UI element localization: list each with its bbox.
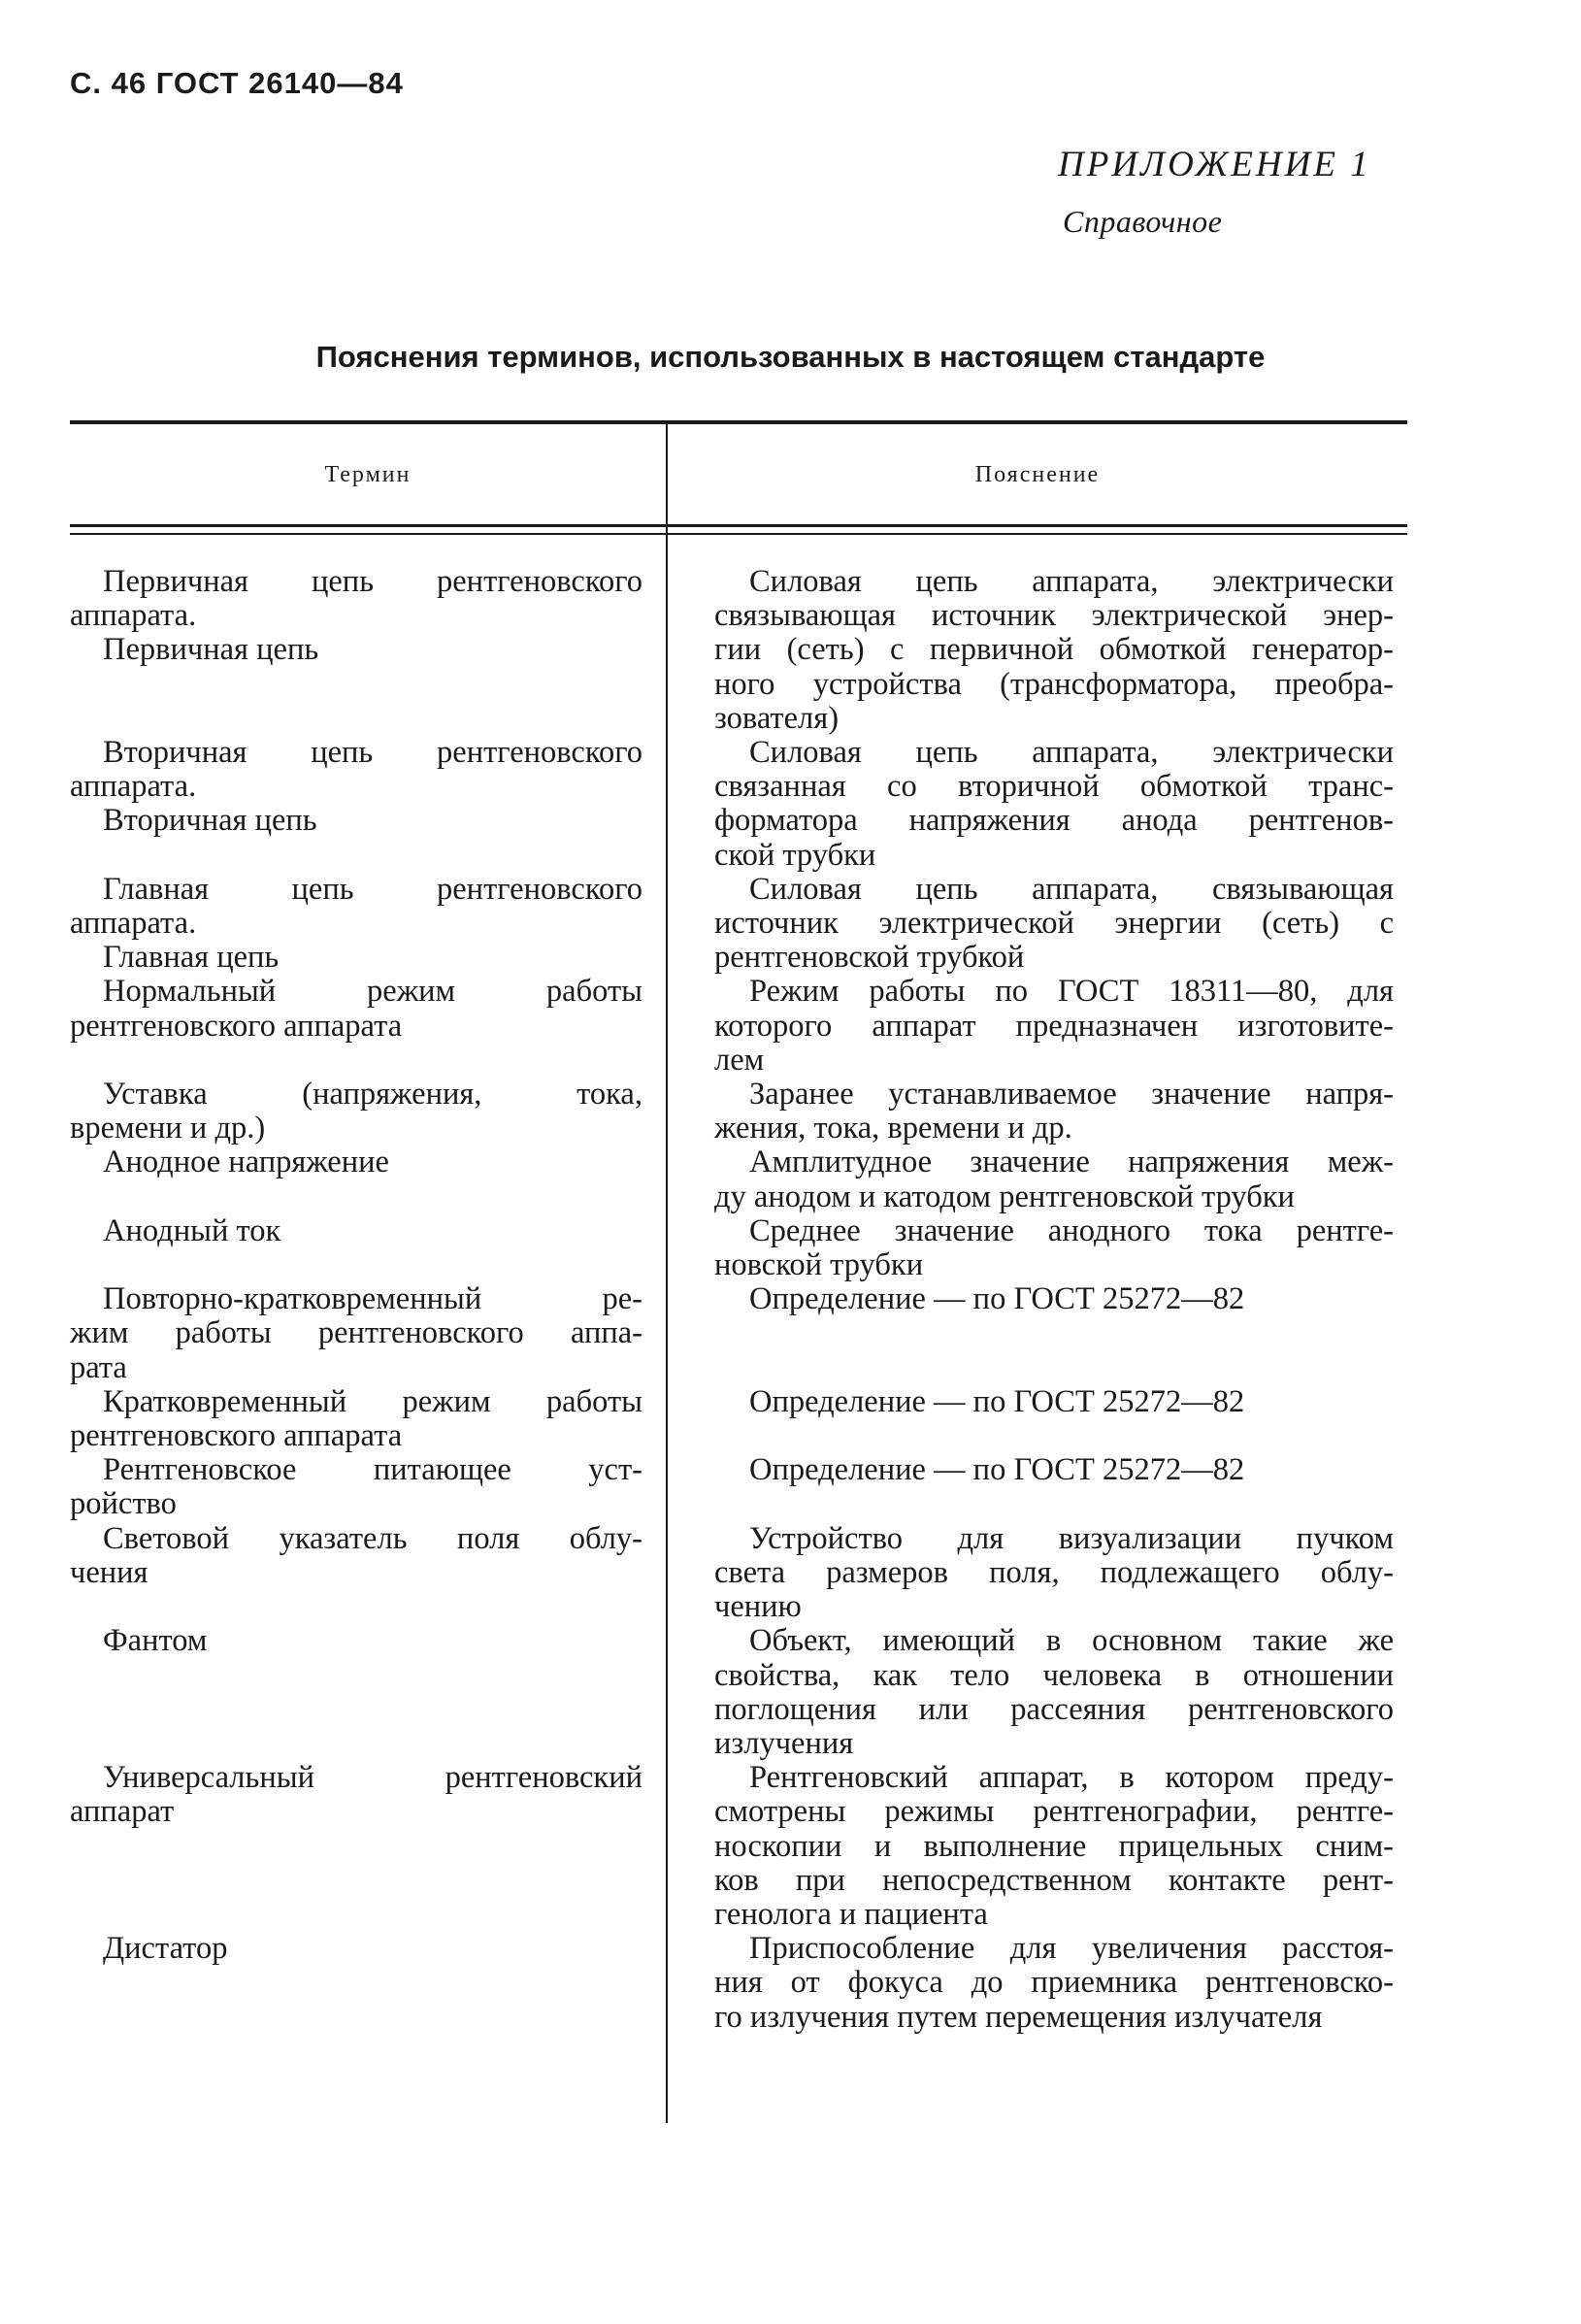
column-header-explanation: Пояснение	[974, 462, 1101, 487]
explanation-cell	[666, 565, 1394, 736]
explanation-line: гии (сеть) с первичной обмоткой генератор-	[714, 632, 1394, 668]
explanation-line: света размеров поля, подлежащего облу-	[714, 1554, 1394, 1590]
explanation-cell	[666, 1522, 1394, 1625]
table-row	[70, 1214, 1407, 1282]
term-cell	[70, 1522, 666, 1625]
term-line: рата	[70, 1349, 127, 1385]
term-cell	[70, 1761, 666, 1932]
term-line: Анодное напряжение	[103, 1145, 389, 1180]
term-line: рентгеновского аппарата	[70, 1008, 403, 1044]
explanation-line: Амплитудное значение напряжения меж-	[749, 1145, 1394, 1180]
term-cell	[70, 1282, 666, 1385]
explanation-line: которого аппарат предназначен изготовите-	[714, 1008, 1394, 1044]
explanation-line: источник электрической энергии (сеть) с	[714, 906, 1394, 942]
terms-table	[70, 565, 1407, 2035]
explanation-line: связанная со вторичной обмоткой транс-	[714, 769, 1394, 805]
term-line: Фантом	[103, 1623, 208, 1659]
explanation-line: форматора напряжения анода рентгенов-	[714, 803, 1394, 839]
explanation-line: рентгеновской трубкой	[714, 940, 1025, 976]
explanation-line: Приспособление для увеличения расстоя-	[749, 1931, 1394, 1967]
term-line: Анодный ток	[103, 1212, 281, 1248]
term-cell	[70, 736, 666, 873]
term-line: Повторно-кратковременный ре-	[103, 1281, 642, 1317]
term-line: аппарата.	[70, 769, 197, 805]
explanation-line: ного устройства (трансформатора, преобра-	[714, 666, 1394, 702]
term-line: Первичная цепь	[103, 632, 319, 668]
table-row	[70, 1282, 1407, 1385]
explanation-line: Определение — по ГОСТ 25272—82	[749, 1383, 1245, 1419]
explanation-line: генолога и пациента	[714, 1896, 988, 1932]
term-line: ройство	[70, 1486, 177, 1522]
explanation-line: свойства, как тело человека в отношении	[714, 1657, 1394, 1693]
term-cell	[70, 1078, 666, 1145]
explanation-line: Силовая цепь аппарата, связывающая	[749, 871, 1394, 907]
term-line: Вторичная цепь	[103, 803, 317, 839]
table-row	[70, 1453, 1407, 1521]
explanation-line: ской трубки	[714, 837, 876, 873]
explanation-line: Силовая цепь аппарата, электрически	[749, 564, 1394, 599]
term-cell	[70, 1385, 666, 1453]
term-line: Универсальный рентгеновский	[103, 1760, 642, 1796]
explanation-line: го излучения путем перемещения излучателя	[714, 1999, 1323, 2035]
term-line: аппарата.	[70, 598, 197, 634]
explanation-cell	[666, 736, 1394, 873]
term-line: жим работы рентгеновского аппа-	[70, 1315, 642, 1351]
term-line: аппарата.	[70, 906, 197, 942]
term-line: Рентгеновское питающее уст-	[103, 1452, 642, 1488]
term-cell	[70, 873, 666, 976]
term-line: Первичная цепь рентгеновского	[103, 564, 642, 599]
term-line: Уставка (напряжения, тока,	[103, 1077, 642, 1112]
document-title: Пояснения терминов, использованных в настоящем стандарте	[315, 340, 1266, 374]
table-row	[70, 565, 1407, 736]
term-cell	[70, 1214, 666, 1282]
term-line: Главная цепь рентгеновского	[103, 871, 642, 907]
table-row	[70, 1932, 1407, 2035]
explanation-line: Определение — по ГОСТ 25272—82	[749, 1452, 1245, 1488]
term-line: Нормальный режим работы	[103, 974, 642, 1010]
explanation-cell	[666, 1932, 1394, 2035]
explanation-cell	[666, 975, 1394, 1078]
explanation-cell	[666, 873, 1394, 976]
explanation-line: чению	[714, 1589, 802, 1625]
term-line: времени и др.)	[70, 1111, 266, 1146]
explanation-line: Среднее значение анодного тока рентге-	[749, 1212, 1394, 1248]
explanation-cell	[666, 1385, 1394, 1453]
explanation-line: новской трубки	[714, 1247, 924, 1283]
table-row	[70, 1522, 1407, 1625]
term-line: Вторичная цепь рентгеновского	[103, 735, 642, 771]
term-cell	[70, 565, 666, 736]
term-cell	[70, 1453, 666, 1521]
explanation-cell	[666, 1453, 1394, 1521]
explanation-cell	[666, 1214, 1394, 1282]
table-row	[70, 1078, 1407, 1145]
explanation-line: лем	[714, 1042, 765, 1078]
term-line: Световой указатель поля облу-	[103, 1520, 642, 1556]
column-header-term: Термин	[324, 462, 412, 487]
table-row	[70, 736, 1407, 873]
term-line: Дистатор	[103, 1931, 228, 1967]
explanation-line: смотрены режимы рентгенографии, рентге-	[714, 1794, 1394, 1830]
explanation-cell	[666, 1761, 1394, 1932]
explanation-cell	[666, 1282, 1394, 1385]
explanation-line: Режим работы по ГОСТ 18311—80, для	[749, 974, 1394, 1010]
table-row	[70, 1145, 1407, 1213]
term-line: чения	[70, 1554, 148, 1590]
explanation-line: зователя)	[714, 700, 840, 736]
appendix-title: ПРИЛОЖЕНИЕ 1	[1058, 145, 1371, 184]
table-row	[70, 1624, 1407, 1761]
table-row	[70, 1385, 1407, 1453]
term-line: рентгеновского аппарата	[70, 1418, 403, 1454]
explanation-cell	[666, 1078, 1394, 1145]
table-row	[70, 975, 1407, 1078]
table-top-rule	[70, 420, 1407, 424]
explanation-line: Силовая цепь аппарата, электрически	[749, 735, 1394, 771]
explanation-line: поглощения или рассеяния рентгеновского	[714, 1691, 1394, 1727]
term-line: Кратковременный режим работы	[103, 1383, 642, 1419]
explanation-cell	[666, 1145, 1394, 1213]
term-cell	[70, 1145, 666, 1213]
term-cell	[70, 1624, 666, 1761]
header-rule	[70, 524, 1407, 527]
explanation-line: Объект, имеющий в основном такие же	[749, 1623, 1394, 1659]
explanation-cell	[666, 1624, 1394, 1761]
explanation-line: ния от фокуса до приемника рентгеновско-	[714, 1965, 1394, 2001]
appendix-subtitle: Справочное	[1063, 204, 1223, 239]
table-row	[70, 873, 1407, 976]
term-line: Главная цепь	[103, 940, 280, 976]
explanation-line: излучения	[714, 1725, 854, 1761]
explanation-line: Рентгеновский аппарат, в котором преду-	[749, 1760, 1394, 1796]
term-cell	[70, 1932, 666, 2035]
table-row	[70, 1761, 1407, 1932]
explanation-line: ков при непосредственном контакте рент-	[714, 1862, 1394, 1898]
explanation-line: Устройство для визуализации пучком	[749, 1520, 1394, 1556]
header-rule-double	[70, 533, 1407, 535]
explanation-line: носкопии и выполнение прицельных сним-	[714, 1828, 1394, 1864]
explanation-line: ду анодом и катодом рентгеновской трубки	[714, 1179, 1295, 1214]
page-header: С. 46 ГОСТ 26140—84	[70, 66, 404, 100]
explanation-line: Заранее устанавливаемое значение напря-	[749, 1077, 1394, 1112]
term-cell	[70, 975, 666, 1078]
explanation-line: Определение — по ГОСТ 25272—82	[749, 1281, 1245, 1317]
explanation-line: жения, тока, времени и др.	[714, 1111, 1072, 1146]
explanation-line: связывающая источник электрической энер-	[714, 598, 1394, 634]
term-line: аппарат	[70, 1794, 175, 1830]
